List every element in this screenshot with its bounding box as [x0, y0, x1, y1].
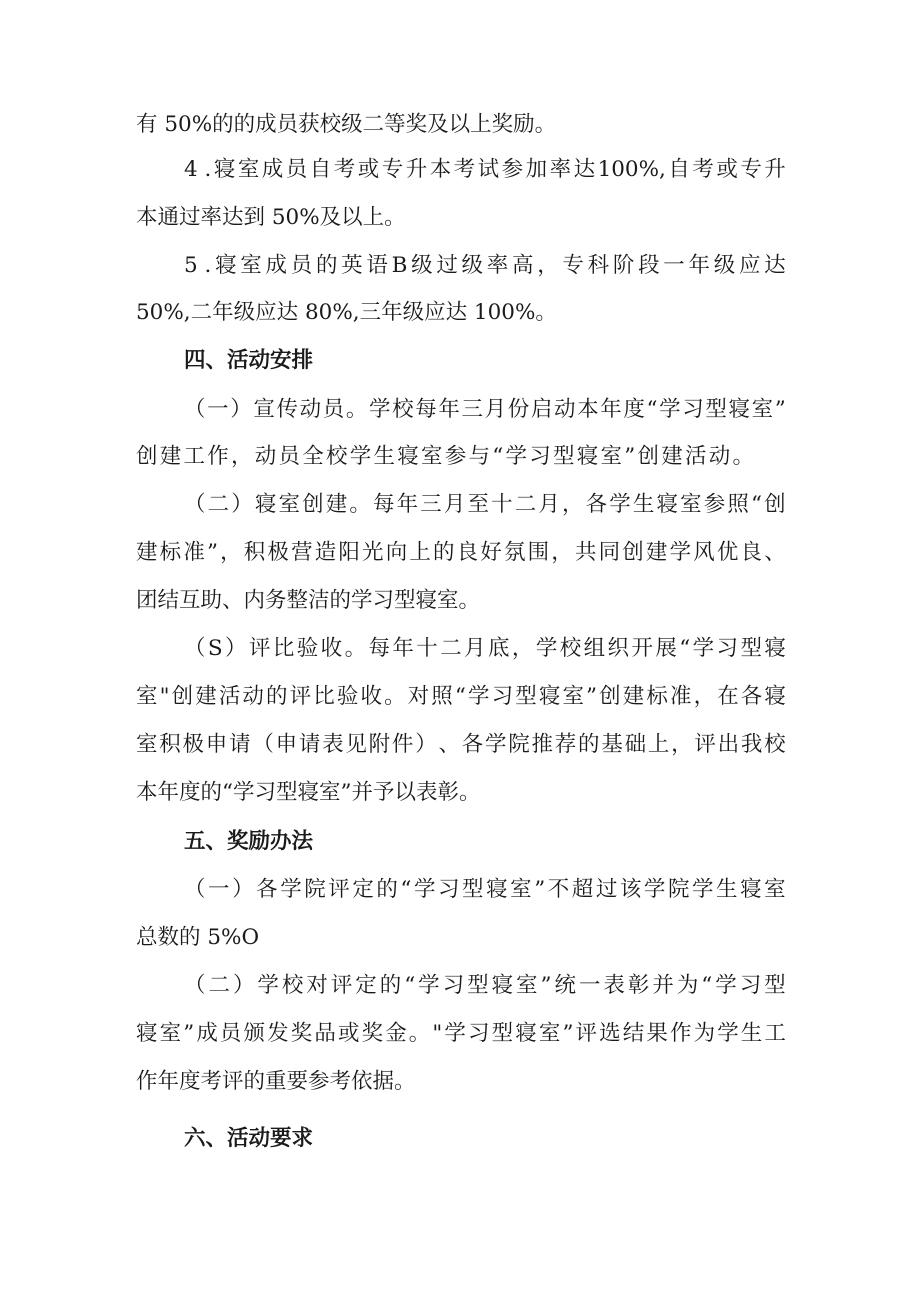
section-heading: 四、活动安排 — [184, 348, 314, 373]
body-text-line: 5 . 寝 室 成 员 的 英 语 B 级 过 级 率 高 ， 专 科 阶 段 一 年 级 应 达 — [184, 253, 786, 278]
body-text-line: 有 50%的的成员获校级二等奖及以上奖励。 — [136, 112, 557, 137]
body-text-line: （ 一 ） 各 学 院 评 定 的 “ 学 习 型 寝 室 ” 不 超 过 该 学 院 学 生 寝 室 — [184, 877, 786, 902]
body-text-line: 室 " 创 建 活 动 的 评 比 验 收 。 对 照 “ 学 习 型 寝 室 ” 创 建 标 准 ， 在 各 寝 — [136, 684, 786, 709]
body-text-line: 作年度考评的重要参考依据。 — [136, 1069, 416, 1094]
body-text-line: 50%,二年级应达 80%,三年级应达 100%。 — [136, 300, 557, 325]
body-text-line: 创 建 工 作 ， 动 员 全 校 学 生 寝 室 参 与 “ 学 习 型 寝 室 ” 创 建 活 动 。 — [136, 444, 754, 469]
body-text-line: 4 . 寝 室 成 员 自 考 或 专 升 本 考 试 参 加 率 达 100%, 自 考 或 专 升 — [184, 157, 786, 182]
body-text-line: （ 二 ） 学 校 对 评 定 的 “ 学 习 型 寝 室 ” 统 一 表 彰 并 为 “ 学 习 型 — [184, 973, 786, 998]
body-text-line: 本通过率达到 50%及以上。 — [136, 205, 406, 230]
body-text-line: 寝 室 ” 成 员 颁 发 奖 品 或 奖 金 。 " 学 习 型 寝 室 ” 评 选 结 果 作 为 学 生 工 — [136, 1021, 786, 1046]
body-text-line: （ S ） 评 比 验 收 。 每 年 十 二 月 底 ， 学 校 组 织 开 展 “ 学 习 型 寝 — [184, 636, 786, 661]
body-text-line: （ 二 ） 寝 室 创 建 。 每 年 三 月 至 十 二 月 ， 各 学 生 寝 室 参 照 “ 创 — [184, 492, 786, 517]
section-heading: 六、活动要求 — [184, 1126, 314, 1151]
section-heading: 五、奖励办法 — [184, 829, 314, 854]
body-text-line: 本年度的“学习型寝室”并予以表彰。 — [136, 780, 481, 805]
body-text-line: 总数的 5%O — [136, 925, 260, 950]
body-text-line: （ 一 ） 宣 传 动 员 。 学 校 每 年 三 月 份 启 动 本 年 度 “ 学 习 型 寝 室 ” — [184, 397, 786, 422]
body-text-line: 建 标 准 ” ， 积 极 营 造 阳 光 向 上 的 良 好 氛 围 ， 共 同 创 建 学 风 优 良 、 — [136, 540, 786, 565]
body-text-line: 室 积 极 申 请 （ 申 请 表 见 附 件 ） 、 各 学 院 推 荐 的 基 础 上 ， 评 出 我 校 — [136, 732, 786, 757]
body-text-line: 团结互助、内务整洁的学习型寝室。 — [136, 588, 481, 613]
